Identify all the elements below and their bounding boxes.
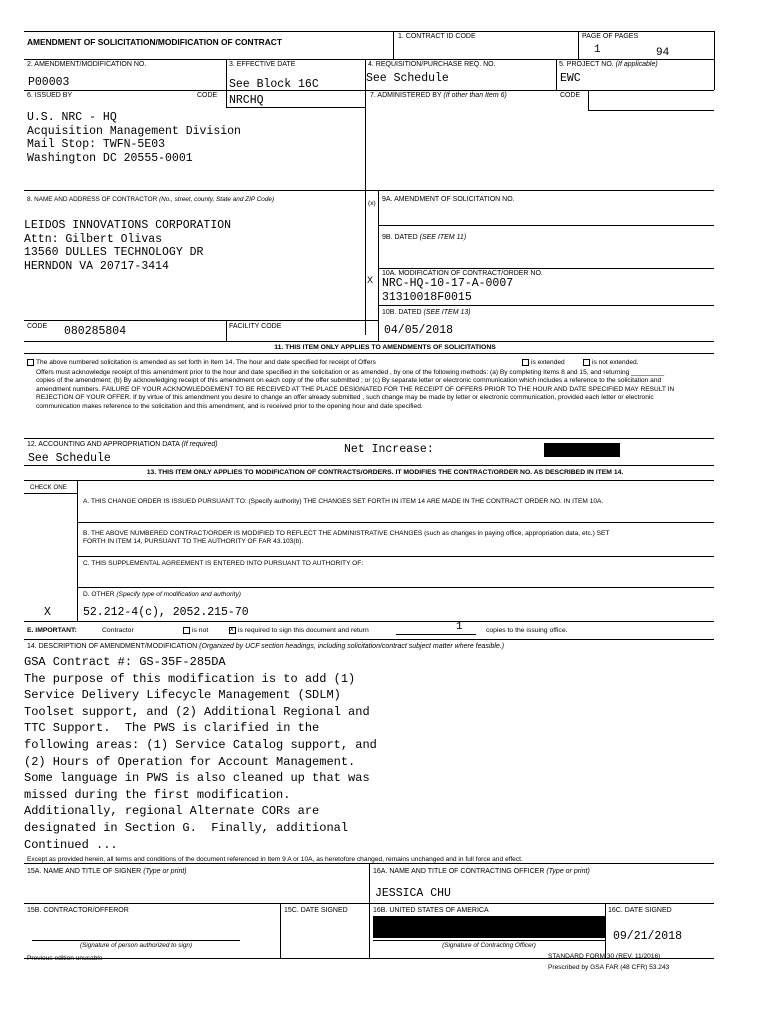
item12-label: 12. ACCOUNTING AND APPROPRIATION DATA (If required) bbox=[27, 441, 218, 448]
box9b-label: 9B. DATED (SEE ITEM 11) bbox=[382, 234, 467, 241]
not-extended-checkbox[interactable] bbox=[583, 359, 590, 366]
total-pages: 94 bbox=[656, 47, 670, 59]
modification-description: GSA Contract #: GS-35F-285DA The purpose of this modification is to add (1) Service Delivery Lifecycle Management (SDLM) Toolset support, and (2) Additional Regional and TTC Support. The PWS is clarified in the following areas: (1) Service Catalog support, and (2) Hours of Operation for Account Management. Some language in PWS is also cleaned up that was missed during the first modification. Additionally, regional Alternate CORs are designated in Section G. Finally, additional Continued ... bbox=[24, 655, 377, 852]
16a-label: 16A. NAME AND TITLE OF CONTRACTING OFFICER (Type or print) bbox=[373, 868, 590, 875]
15a-label: 15A. NAME AND TITLE OF SIGNER (Type or print) bbox=[27, 868, 187, 875]
item13c-text: C. THIS SUPPLEMENTAL AGREEMENT IS ENTERED INTO PURSUANT TO AUTHORITY OF: bbox=[83, 560, 364, 567]
box7-label: 7. ADMINISTERED BY (If other than Item 6) bbox=[370, 92, 507, 99]
box3-label: 3. EFFECTIVE DATE bbox=[229, 61, 296, 68]
item13a-text: A. THIS CHANGE ORDER IS ISSUED PURSUANT TO: (Specify authority) THE CHANGES SET FORTH IN ITEM 14 ARE MADE IN THE CONTRACT ORDER NO. IN ITEM 10A. bbox=[83, 498, 604, 505]
item13-heading: 13. THIS ITEM ONLY APPLIES TO MODIFICATION OF CONTRACTS/ORDERS. IT MODIFIES THE CONTRACT/ORDER NO. AS DESCRIBED IN ITEM 14. bbox=[146, 469, 624, 476]
item11-line1: The above numbered solicitation is amended as set forth in Item 14. The hour and date specified for receipt of Offers bbox=[36, 359, 376, 366]
copies-number: 1 bbox=[456, 621, 463, 633]
net-increase-label: Net Increase: bbox=[344, 443, 434, 456]
page-number: 1 bbox=[594, 44, 601, 56]
page-of-pages-label: PAGE OF PAGES bbox=[582, 33, 639, 40]
form-number: STANDARD FORM 30 (REV. 11/2016) bbox=[548, 953, 661, 960]
modification-contract-number: NRC-HQ-10-17-A-0007 31310018F0015 bbox=[382, 277, 514, 304]
not-extended-label: is not extended. bbox=[592, 359, 639, 366]
item13d-authority: 52.212-4(c), 2052.215-70 bbox=[83, 606, 249, 619]
is-required-label: is required to sign this document and return bbox=[238, 627, 369, 634]
item11-heading: 11. THIS ITEM ONLY APPLIES TO AMENDMENTS OF SOLICITATIONS bbox=[274, 344, 496, 351]
box4-label: 4. REQUISITION/PURCHASE REQ. NO. bbox=[368, 61, 496, 68]
contractor-code-label: CODE bbox=[27, 323, 48, 330]
15c-label: 15C. DATE SIGNED bbox=[284, 907, 348, 914]
item14-label: 14. DESCRIPTION OF AMENDMENT/MODIFICATION (Organized by UCF section headings, including solicitation/contract subject matter where feasible.) bbox=[27, 643, 505, 650]
box10b-label: 10B. DATED (SEE ITEM 13) bbox=[382, 309, 471, 316]
extended-checkbox[interactable] bbox=[522, 359, 529, 366]
accounting-data: See Schedule bbox=[28, 452, 111, 465]
check-one-label: CHECK ONE bbox=[30, 484, 67, 491]
is-not-checkbox[interactable] bbox=[183, 627, 190, 634]
16b-label: 16B. UNITED STATES OF AMERICA bbox=[373, 907, 489, 914]
extended-label: is extended bbox=[531, 359, 565, 366]
form-title: AMENDMENT OF SOLICITATION/MODIFICATION OF CONTRACT bbox=[27, 37, 282, 47]
issued-by-code: NRCHQ bbox=[229, 94, 264, 107]
x-column-label: (x) bbox=[368, 200, 376, 207]
item13b-text: B. THE ABOVE NUMBERED CONTRACT/ORDER IS MODIFIED TO REFLECT THE ADMINISTRATIVE CHANGES (such as changes in paying office, appropriation data, etc.) SET FORTH IN ITEM 14, PURSUANT TO THE AUTHORITY OF FAR 43.103(b). bbox=[83, 530, 610, 546]
item13d-x-mark: X bbox=[44, 606, 51, 619]
copies-text: copies to the issuing office. bbox=[486, 627, 568, 634]
contracting-officer-signature bbox=[373, 916, 605, 938]
item11-checkbox[interactable] bbox=[27, 359, 34, 366]
item13d-label: D. OTHER (Specify type of modification and authority) bbox=[83, 591, 241, 598]
date-signed-co: 09/21/2018 bbox=[613, 930, 683, 943]
contractor-address: LEIDOS INNOVATIONS CORPORATION Attn: Gilbert Olivas 13560 DULLES TECHNOLOGY DR HERNDON VA 20717-3414 bbox=[24, 219, 232, 273]
is-not-label: is not bbox=[192, 627, 209, 634]
box2-label: 2. AMENDMENT/MODIFICATION NO. bbox=[27, 61, 147, 68]
box10a-label: 10A. MODIFICATION OF CONTRACT/ORDER NO. bbox=[382, 270, 543, 277]
contractor-label: Contractor bbox=[102, 627, 134, 634]
box7-code-label: CODE bbox=[560, 92, 581, 99]
requisition-number: See Schedule bbox=[366, 72, 449, 85]
box10-x-mark: X bbox=[367, 275, 374, 285]
box8-label: 8. NAME AND ADDRESS OF CONTRACTOR (No., street, county, State and ZIP Code) bbox=[27, 196, 275, 203]
box5-label: 5. PROJECT NO. (If applicable) bbox=[559, 61, 658, 68]
item11-paragraph: Offers must acknowledge receipt of this amendment prior to the hour and date specified in the solicitation or as amended , by one of the following methods: (a) By completing Items 8 and 15, and returning _________ copies of the amendment; (b) By acknowledging receipt of this amendment on each copy of the offer submitted ; or (c) By separate letter or electronic communication which includes a reference to the solicitation and amendment numbers. FAILURE OF YOUR ACKNOWLEDGEMENT TO BE RECEIVED AT THE PLACE DESIGNATED FOR THE RECEIPT OF OFFERS PRIOR TO THE HOUR AND DATE SPECIFIED MAY RESULT IN REJECTION OF YOUR OFFER. If by virtue of this amendment you desire to change an offer already submitted , such change may be made by letter or electronic communication, provided each letter or electronic communication makes reference to the solicitation and this amendment, and is received prior to the opening hour and date specified. bbox=[36, 369, 675, 410]
16c-label: 16C. DATE SIGNED bbox=[608, 907, 672, 914]
previous-edition-note: Previous edition unusable bbox=[27, 955, 103, 962]
project-number: EWC bbox=[560, 72, 581, 85]
box6-label: 6. ISSUED BY bbox=[27, 92, 73, 99]
15b-label: 15B. CONTRACTOR/OFFEROR bbox=[27, 907, 129, 914]
is-required-x-mark: x bbox=[230, 626, 234, 633]
prescribed-by: Prescribed by GSA FAR (48 CFR) 53.243 bbox=[548, 964, 670, 971]
modification-dated: 04/05/2018 bbox=[384, 324, 454, 337]
box6-code-label: CODE bbox=[197, 92, 218, 99]
effective-date: See Block 16C bbox=[229, 78, 319, 91]
important-label: E. IMPORTANT: bbox=[27, 627, 77, 634]
co-signature-caption: (Signature of Contracting Officer) bbox=[442, 942, 536, 949]
amendment-number: P00003 bbox=[28, 76, 70, 89]
item14-footer: Except as provided herein, all terms and conditions of the document referenced in Item 9 A or 10A, as heretofore changed, remains unchanged and in full force and effect. bbox=[27, 856, 523, 863]
redacted-amount bbox=[544, 443, 620, 457]
facility-code-label: FACILITY CODE bbox=[229, 323, 282, 330]
box9a-label: 9A. AMENDMENT OF SOLICITATION NO. bbox=[382, 196, 515, 203]
contracting-officer-name: JESSICA CHU bbox=[375, 887, 451, 900]
issued-by-address: U.S. NRC - HQ Acquisition Management Division Mail Stop: TWFN-5E03 Washington DC 20555-0001 bbox=[27, 111, 241, 165]
contractor-signature-caption: (Signature of person authorized to sign) bbox=[79, 942, 193, 949]
contract-id-code-label: 1. CONTRACT ID CODE bbox=[398, 33, 476, 40]
contractor-code: 080285804 bbox=[64, 325, 127, 338]
